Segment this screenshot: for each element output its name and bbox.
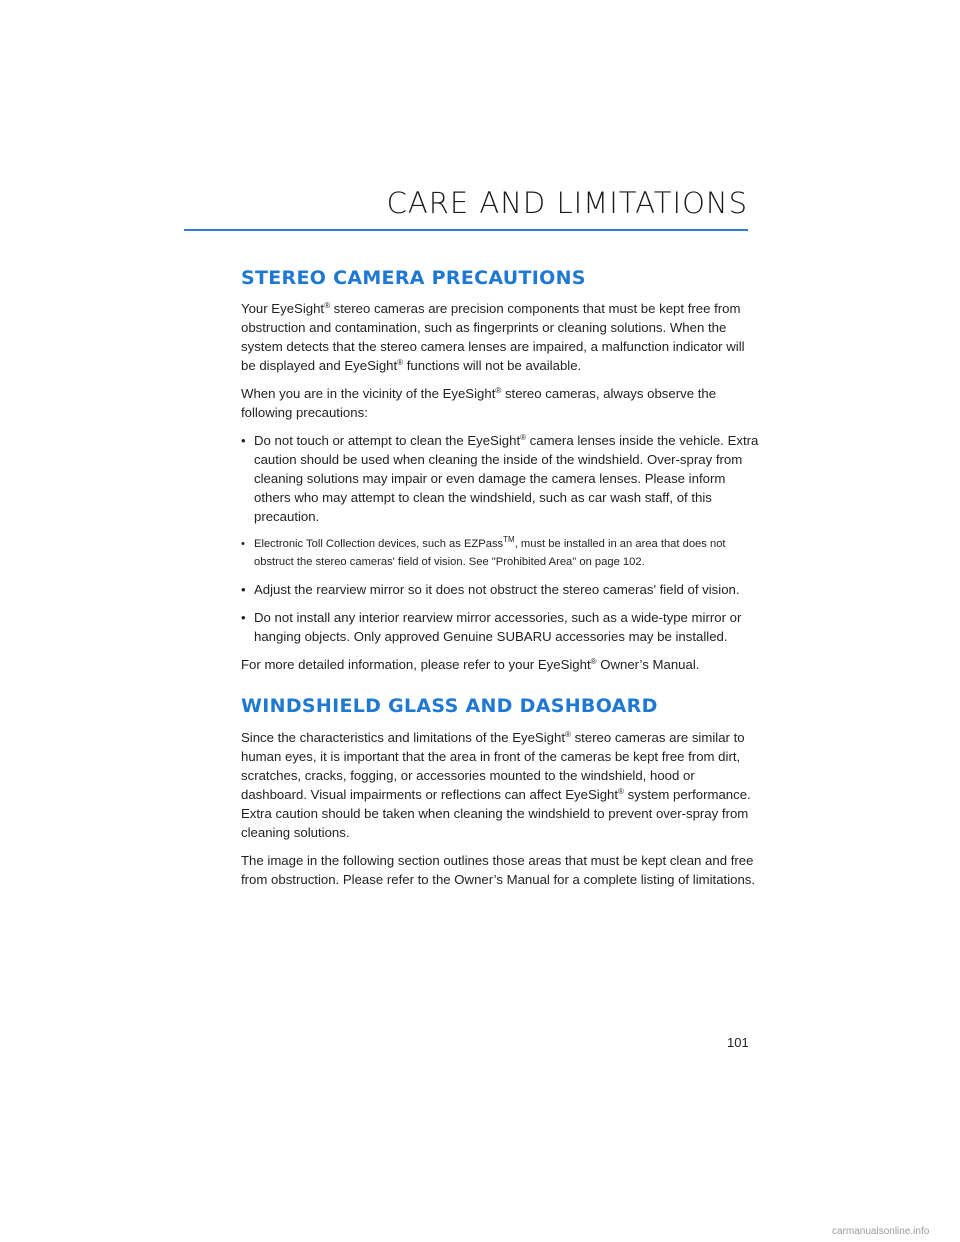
list-item: • Electronic Toll Collection devices, such as EZPass™, must be installed in an area that does not obstruct the stereo cameras' field of vision. See "Prohibited Area" on page 102. [241, 535, 761, 571]
header-divider [184, 229, 748, 231]
registered-mark: ® [590, 657, 597, 666]
precautions-list [241, 431, 761, 646]
owners-manual-reference: For more detailed information, please refer to your EyeSight® Owner’s Manual. [241, 657, 700, 672]
list-item: • Do not touch or attempt to clean the EyeSight® camera lenses inside the vehicle. Extra caution should be used when cleaning the inside of the windshield. Over-spray from cleaning solutions may impair or even damage the camera lenses. Please inform others who may attempt to clean the windshield, such as car wash staff, of this precaution. [241, 431, 761, 526]
registered-mark: ® [618, 787, 624, 796]
list-item: • Do not install any interior rearview mirror accessories, such as a wide-type mirror or hanging objects. Only approved Genuine SUBARU accessories may be installed. [241, 608, 761, 646]
page-number: 101 [727, 1035, 749, 1050]
registered-mark: ® [520, 433, 527, 442]
list-item: • Adjust the rearview mirror so it does not obstruct the stereo cameras' field of vision. [241, 580, 761, 599]
section-title: CARE AND LIMITATIONS [386, 186, 748, 220]
stereo-precautions-intro: When you are in the vicinity of the EyeSight® stereo cameras, always observe the following precautions: [241, 386, 717, 420]
watermark-text: carmanualsonline.info [832, 1226, 930, 1237]
heading-stereo-camera-precautions: STEREO CAMERA PRECAUTIONS [241, 267, 586, 289]
registered-mark: ® [495, 386, 502, 395]
image-outline-paragraph: The image in the following section outlines those areas that must be kept clean and free from obstruction. Please refer to the Owner’s Manual for a complete listing of limitations. [241, 853, 756, 887]
registered-mark: ® [397, 358, 404, 367]
registered-mark: ® [565, 730, 571, 739]
windshield-paragraph: Since the characteristics and limitations of the EyeSight® stereo cameras are similar to human eyes, it is important that the area in front of the cameras be kept free from dirt, scratches, cracks, fogging, or accessories mounted to the windshield, hood or dashboard. Visual impairments or reflections can affect EyeSight® system performance. Extra caution should be taken when cleaning the windshield to prevent over-spray from cleaning solutions. [241, 730, 751, 840]
stereo-intro-paragraph: Your EyeSight® stereo cameras are precision components that must be kept free from obstruction and contamination, such as fingerprints or cleaning solutions. When the system detects that the stereo camera lenses are impaired, a malfunction indicator will be displayed and EyeSight® functions will not be available. [241, 301, 745, 373]
heading-windshield-glass-dashboard: WINDSHIELD GLASS AND DASHBOARD [241, 695, 658, 717]
trademark-mark: TM [503, 535, 515, 544]
registered-mark: ® [324, 301, 330, 310]
page-content [241, 266, 761, 898]
